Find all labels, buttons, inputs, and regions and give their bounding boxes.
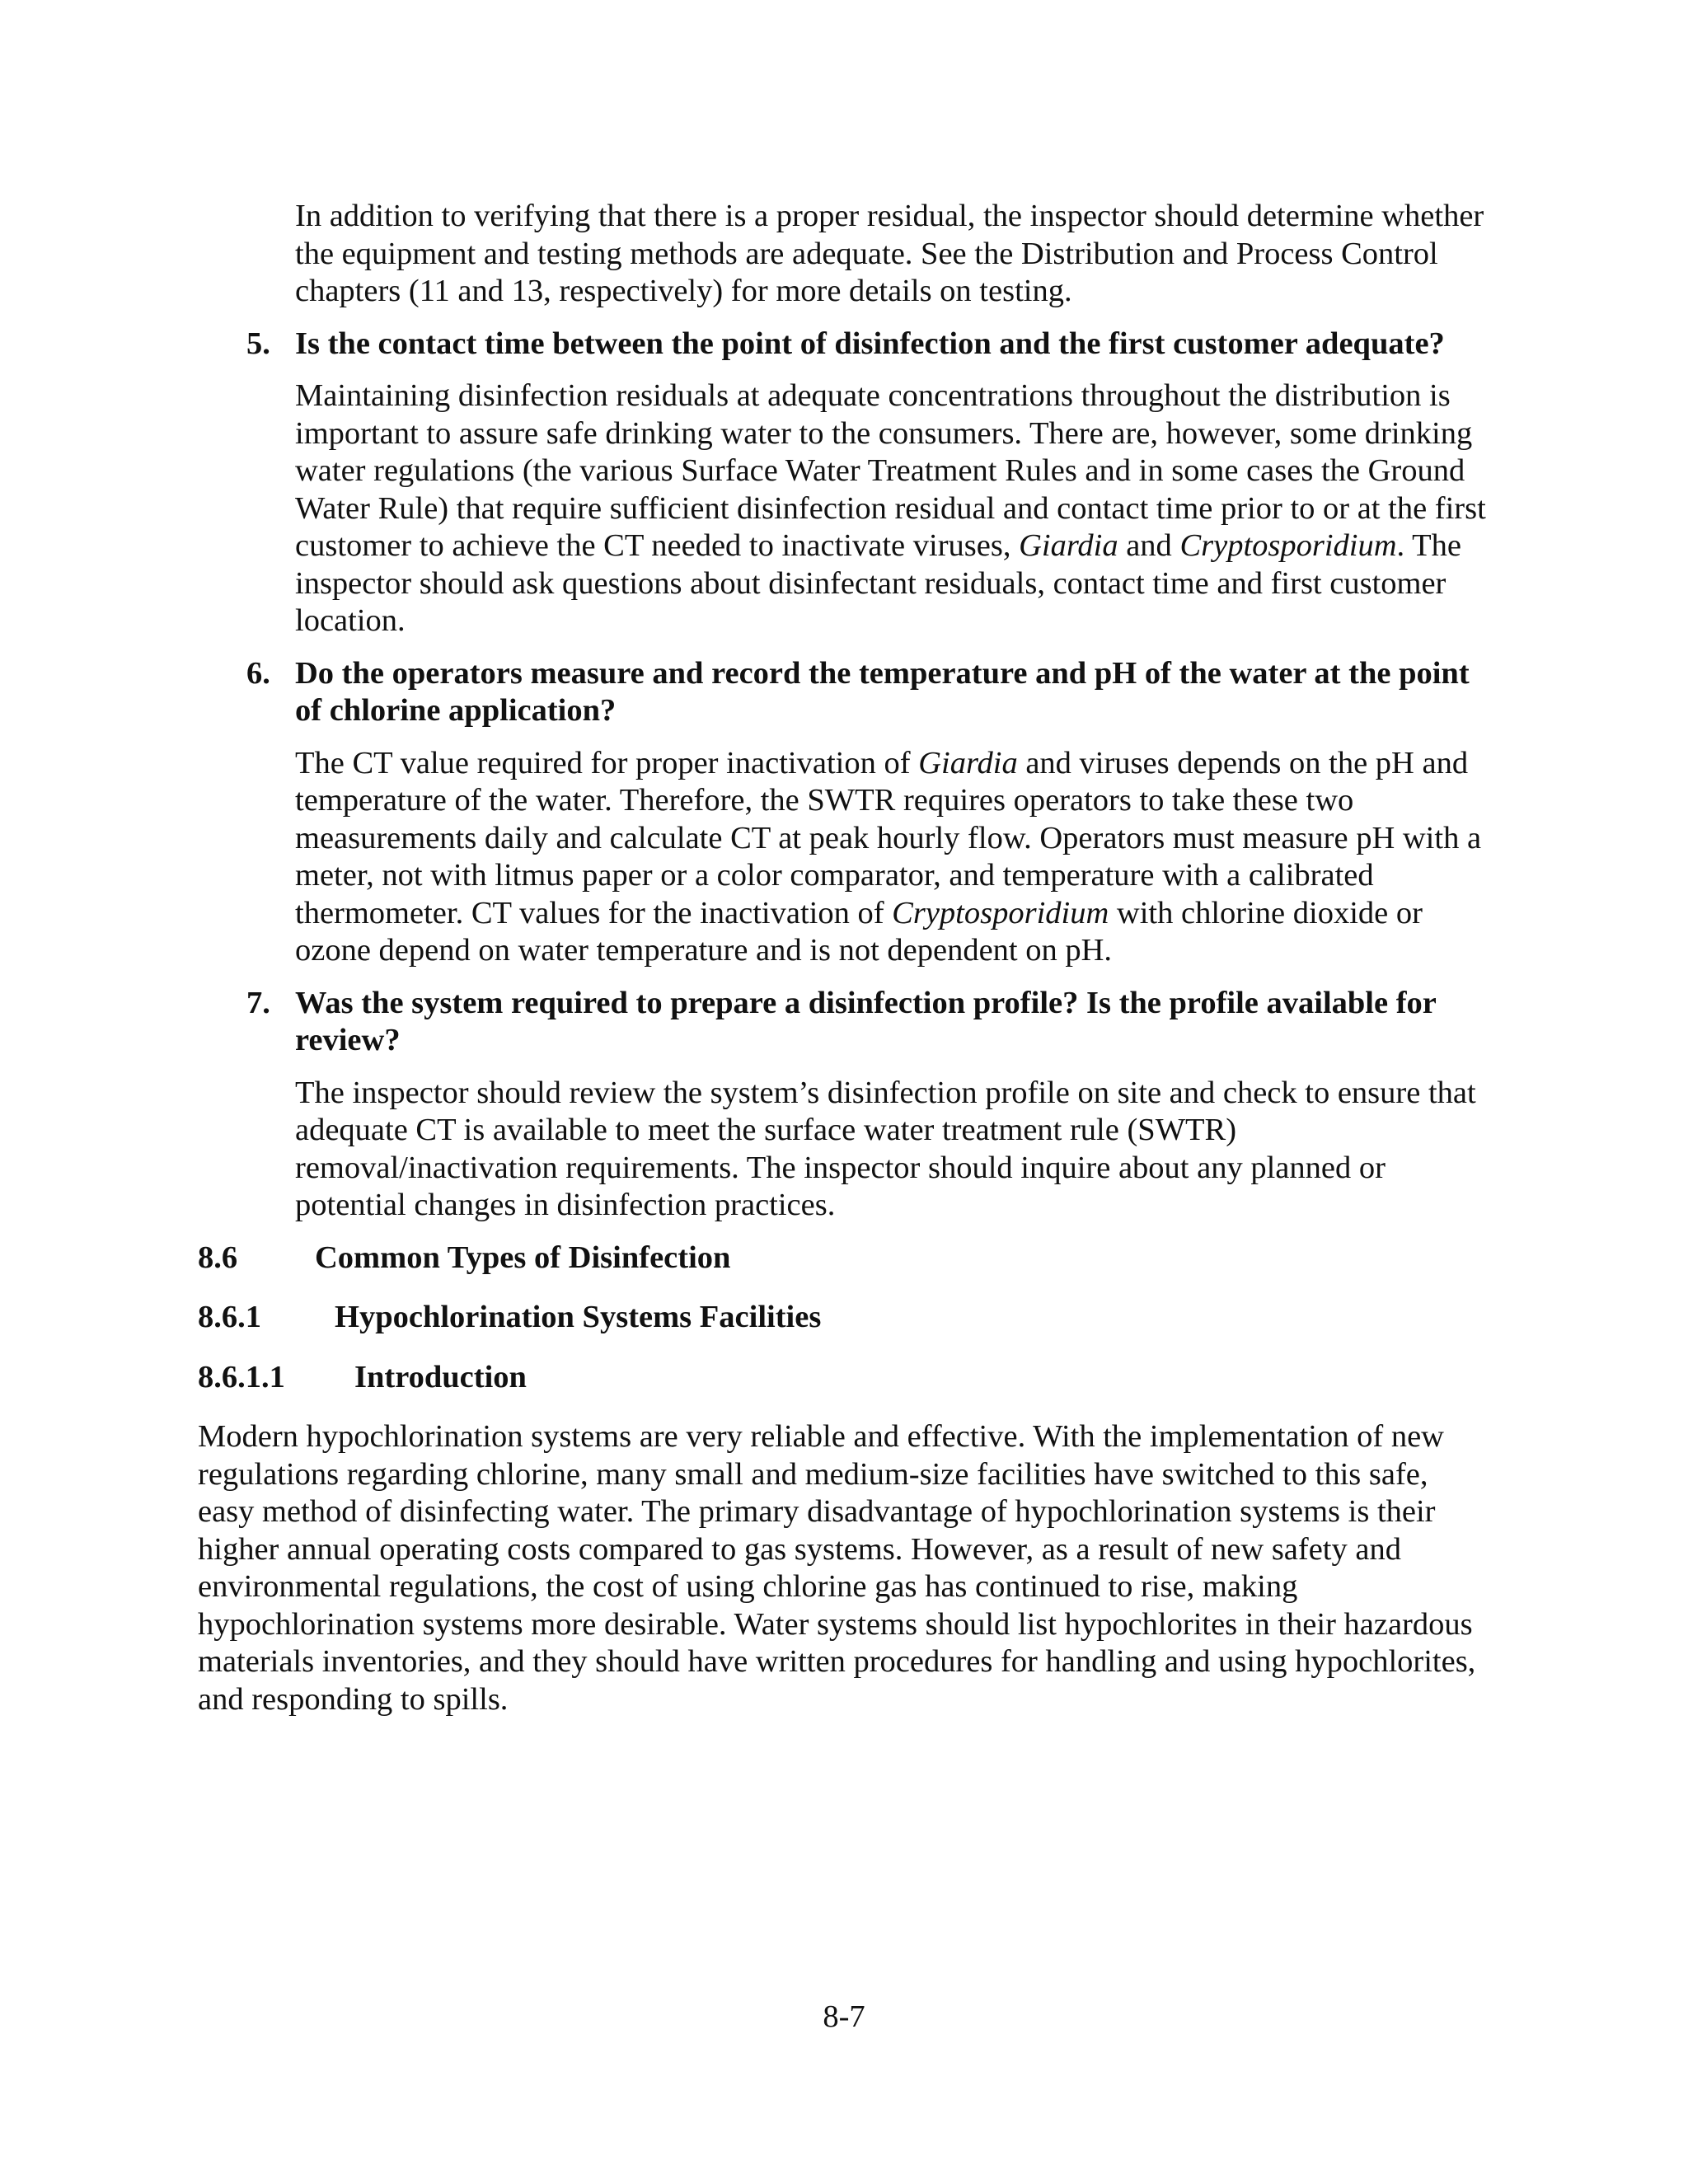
answer-6 — [295, 745, 1492, 970]
question-text: Was the system required to prepare a disinfection profile? Is the profile available for review? — [295, 985, 1437, 1057]
question-text: Is the contact time between the point of disinfection and the first customer adequate? — [295, 326, 1445, 361]
question-7 — [198, 985, 1492, 1060]
question-number: 5. — [246, 326, 270, 361]
answer-7: The inspector should review the system’s disinfection profile on site and check to ensure that adequate CT is available to meet the surface water treatment rule (SWTR) removal/inactivation requirements. The inspector should inquire about any planned or potential changes in disinfection practices. — [295, 1075, 1476, 1222]
answer-italic-term: Giardia — [1019, 528, 1118, 563]
answer-italic-term: Cryptosporidium — [892, 895, 1109, 930]
section-number: 8.6 — [198, 1240, 238, 1275]
section-heading-8-6 — [198, 1240, 1492, 1277]
answer-text: Maintaining disinfection residuals at adequate concentrations throughout the distribution is important to assure safe drinking water to the consumers. There are, however, some drinking water regulations (the various Surface Water Treatment Rules and in some cases the Ground Water Rule) that require sufficient disinfection residual and contact time prior to or at the first customer to achieve the CT needed to inactivate viruses, — [295, 378, 1486, 563]
section-number: 8.6.1 — [198, 1300, 261, 1334]
document-page — [198, 198, 1492, 1718]
body-paragraph: Modern hypochlorination systems are very reliable and effective. With the implementation of new regulations regarding chlorine, many small and medium-size facilities have switched to this safe, easy method of disinfecting water. The primary disadvantage of hypochlorination systems is their higher annual operating costs compared to gas systems. However, as a result of new safety and environmental regulations, the cost of using chlorine gas has continued to rise, making hypochlorination systems more desirable. Water systems should list hypochlorites in their hazardous materials inventories, and they should have written procedures for handling and using hypochlorites, and responding to spills. — [198, 1419, 1476, 1717]
question-number: 6. — [246, 655, 270, 691]
section-title: Introduction — [354, 1359, 527, 1394]
answer-text: The CT value required for proper inactivation of — [295, 745, 919, 780]
answer-5 — [295, 377, 1492, 640]
answer-text: and viruses depends on the pH and temperature of the water. Therefore, the SWTR requires operators to take these two measurements daily and calculate CT at peak hourly flow. Operators must measure pH with a meter, not with litmus paper or a color comparator, and temperature with a calibrated thermometer. CT values for the inactivation of — [295, 745, 1482, 930]
section-heading-8-6-1 — [198, 1299, 1492, 1337]
page-number: 8-7 — [823, 1999, 865, 2034]
question-number: 7. — [246, 985, 270, 1020]
answer-text: with chlorine dioxide or ozone depend on water temperature and is not dependent on pH. — [295, 895, 1423, 968]
intro-paragraph: In addition to verifying that there is a proper residual, the inspector should determine whether the equipment and testing methods are adequate. See the Distribution and Process Control chapters (11 and 13, respectively) for more details on testing. — [295, 199, 1484, 308]
answer-italic-term: Giardia — [918, 745, 1018, 780]
answer-italic-term: Cryptosporidium — [1179, 528, 1397, 563]
section-number: 8.6.1.1 — [198, 1359, 285, 1394]
question-text: Do the operators measure and record the temperature and pH of the water at the point of chlorine application? — [295, 655, 1470, 728]
section-title: Common Types of Disinfection — [315, 1240, 731, 1275]
section-heading-8-6-1-1 — [198, 1359, 1492, 1397]
answer-text: . The inspector should ask questions about disinfectant residuals, contact time and first customer location. — [295, 528, 1461, 638]
question-5 — [198, 326, 1492, 363]
question-6 — [198, 655, 1492, 730]
answer-text: and — [1118, 528, 1180, 563]
section-title: Hypochlorination Systems Facilities — [335, 1300, 822, 1334]
